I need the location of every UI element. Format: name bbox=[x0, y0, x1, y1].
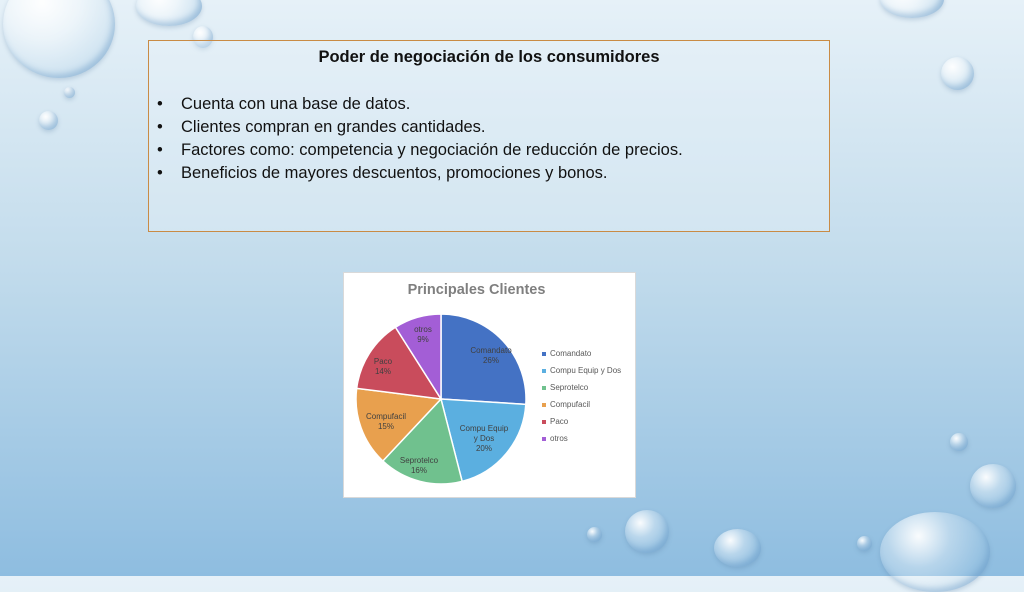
legend-swatch bbox=[542, 420, 546, 424]
slide-heading: Poder de negociación de los consumidores bbox=[318, 48, 660, 66]
legend-swatch bbox=[542, 437, 546, 441]
bullet-item bbox=[157, 116, 683, 139]
water-droplet-decoration bbox=[3, 0, 115, 78]
pie-chart-container bbox=[344, 273, 635, 497]
legend-swatch bbox=[542, 403, 546, 407]
legend-item bbox=[542, 417, 621, 434]
legend-label: Paco bbox=[550, 417, 569, 426]
bullet-item bbox=[157, 162, 683, 185]
pie-data-label: Compufacil 15% bbox=[365, 412, 407, 431]
legend-item bbox=[542, 383, 621, 400]
legend-swatch bbox=[542, 386, 546, 390]
bullet-marker: • bbox=[157, 164, 163, 182]
water-droplet-decoration bbox=[857, 536, 872, 551]
legend-item bbox=[542, 434, 621, 451]
legend-item bbox=[542, 400, 621, 417]
water-droplet-decoration bbox=[950, 433, 968, 451]
bullet-text: Factores como: competencia y negociación de reducción de precios. bbox=[181, 141, 683, 159]
pie-data-label: Compu Equip y Dos 20% bbox=[459, 424, 509, 453]
legend-label: Seprotelco bbox=[550, 383, 589, 392]
water-droplet-decoration bbox=[970, 464, 1016, 508]
bullet-list bbox=[157, 93, 683, 185]
water-droplet-decoration bbox=[880, 0, 944, 18]
bullet-marker: • bbox=[157, 118, 163, 136]
chart-title: Principales Clientes bbox=[407, 282, 546, 298]
legend-item bbox=[542, 349, 621, 366]
water-droplet-decoration bbox=[625, 510, 669, 553]
bullet-text: Clientes compran en grandes cantidades. bbox=[181, 118, 486, 136]
legend-item bbox=[542, 366, 621, 383]
pie-data-label: otros 9% bbox=[414, 325, 432, 344]
legend-label: Compufacil bbox=[550, 400, 591, 409]
bullet-item bbox=[157, 139, 683, 162]
negotiation-text-box bbox=[148, 40, 830, 232]
bullet-item bbox=[157, 93, 683, 116]
chart-legend bbox=[542, 349, 621, 451]
water-droplet-decoration bbox=[880, 512, 990, 592]
legend-label: Comandato bbox=[550, 349, 592, 358]
water-droplet-decoration bbox=[39, 111, 58, 130]
bullet-text: Beneficios de mayores descuentos, promociones y bonos. bbox=[181, 164, 608, 182]
pie-chart bbox=[344, 273, 544, 497]
water-droplet-decoration bbox=[587, 527, 602, 542]
bullet-text: Cuenta con una base de datos. bbox=[181, 95, 411, 113]
legend-label: Compu Equip y Dos bbox=[550, 366, 622, 375]
legend-swatch bbox=[542, 369, 546, 373]
legend-swatch bbox=[542, 352, 546, 356]
pie-data-label: Seprotelco 16% bbox=[399, 456, 439, 475]
water-droplet-decoration bbox=[714, 529, 761, 567]
water-droplet-decoration bbox=[941, 57, 974, 90]
pie-data-label: Comandato 26% bbox=[470, 346, 512, 365]
bullet-marker: • bbox=[157, 141, 163, 159]
bullet-marker: • bbox=[157, 95, 163, 113]
legend-label: otros bbox=[550, 434, 568, 443]
water-droplet-decoration bbox=[136, 0, 202, 26]
water-droplet-decoration bbox=[64, 87, 75, 98]
pie-data-label: Paco 14% bbox=[373, 357, 393, 376]
